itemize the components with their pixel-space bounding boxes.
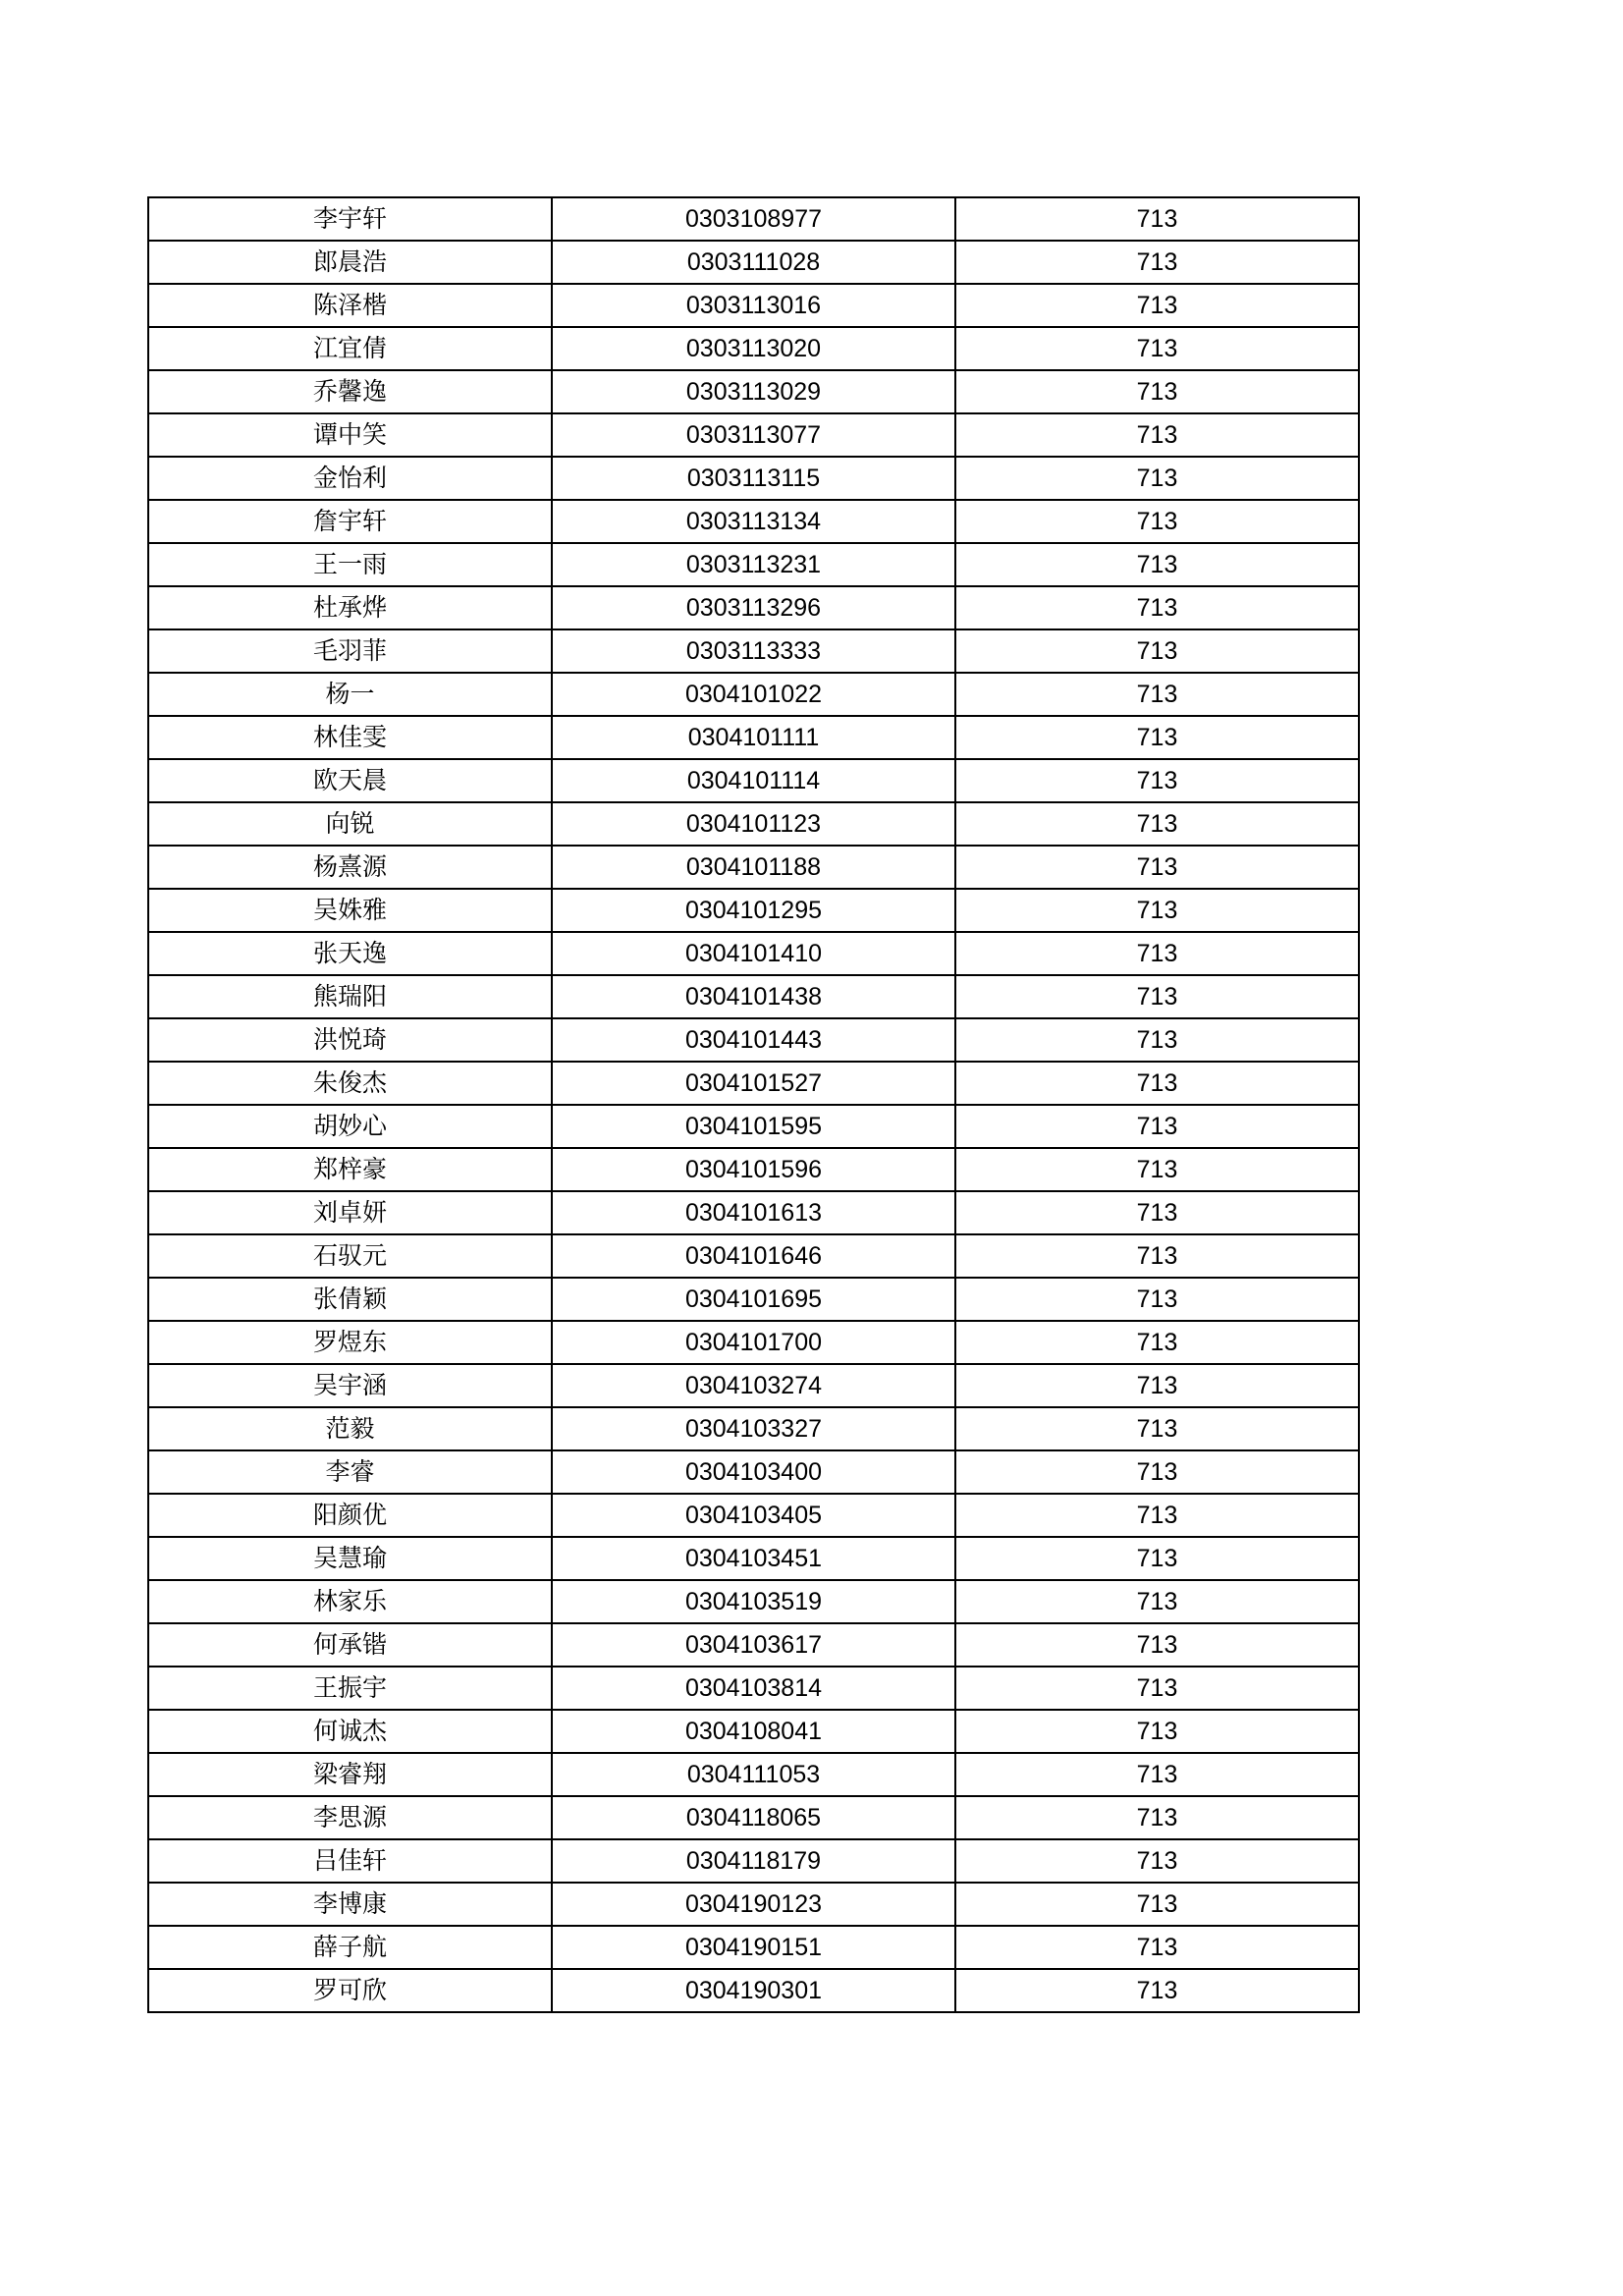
table-row (148, 197, 1359, 241)
exam-id-cell: 0304103405 (552, 1494, 955, 1537)
table-row (148, 1062, 1359, 1105)
score-cell: 713 (955, 1191, 1359, 1234)
score-cell: 713 (955, 284, 1359, 327)
exam-id-cell: 0304101022 (552, 673, 955, 716)
score-cell: 713 (955, 370, 1359, 413)
table-row (148, 1796, 1359, 1839)
student-name-cell: 詹宇轩 (148, 500, 552, 543)
table-row (148, 716, 1359, 759)
exam-id-cell: 0304103451 (552, 1537, 955, 1580)
score-cell: 713 (955, 457, 1359, 500)
exam-id-cell: 0303111028 (552, 241, 955, 284)
student-name-cell: 向锐 (148, 802, 552, 846)
exam-id-cell: 0304101114 (552, 759, 955, 802)
student-name-cell: 陈泽楷 (148, 284, 552, 327)
exam-id-cell: 0304103519 (552, 1580, 955, 1623)
student-name-cell: 吴宇涵 (148, 1364, 552, 1407)
exam-id-cell: 0304190151 (552, 1926, 955, 1969)
score-cell: 713 (955, 673, 1359, 716)
score-table-body (148, 197, 1359, 2012)
exam-id-cell: 0304190301 (552, 1969, 955, 2012)
score-cell: 713 (955, 500, 1359, 543)
score-cell: 713 (955, 1105, 1359, 1148)
table-row (148, 1364, 1359, 1407)
exam-id-cell: 0304101188 (552, 846, 955, 889)
student-name-cell: 罗煜东 (148, 1321, 552, 1364)
score-cell: 713 (955, 586, 1359, 629)
score-cell: 713 (955, 197, 1359, 241)
table-row (148, 1580, 1359, 1623)
score-cell: 713 (955, 802, 1359, 846)
table-row (148, 1321, 1359, 1364)
student-name-cell: 刘卓妍 (148, 1191, 552, 1234)
score-cell: 713 (955, 1278, 1359, 1321)
table-row (148, 327, 1359, 370)
table-row (148, 1753, 1359, 1796)
table-row (148, 673, 1359, 716)
exam-id-cell: 0304101295 (552, 889, 955, 932)
table-row (148, 1926, 1359, 1969)
score-cell: 713 (955, 327, 1359, 370)
table-row (148, 457, 1359, 500)
exam-id-cell: 0304103814 (552, 1667, 955, 1710)
score-cell: 713 (955, 1018, 1359, 1062)
table-row (148, 1883, 1359, 1926)
exam-id-cell: 0304190123 (552, 1883, 955, 1926)
score-cell: 713 (955, 1753, 1359, 1796)
student-name-cell: 李思源 (148, 1796, 552, 1839)
table-row (148, 759, 1359, 802)
exam-id-cell: 0304101438 (552, 975, 955, 1018)
score-cell: 713 (955, 241, 1359, 284)
student-name-cell: 何诚杰 (148, 1710, 552, 1753)
score-cell: 713 (955, 1494, 1359, 1537)
table-row (148, 1278, 1359, 1321)
exam-id-cell: 0304103400 (552, 1450, 955, 1494)
student-name-cell: 洪悦琦 (148, 1018, 552, 1062)
student-name-cell: 范毅 (148, 1407, 552, 1450)
score-cell: 713 (955, 889, 1359, 932)
student-name-cell: 吴姝雅 (148, 889, 552, 932)
score-cell: 713 (955, 1883, 1359, 1926)
score-cell: 713 (955, 1407, 1359, 1450)
exam-id-cell: 0303113016 (552, 284, 955, 327)
table-row (148, 975, 1359, 1018)
exam-id-cell: 0304103327 (552, 1407, 955, 1450)
student-name-cell: 杜承烨 (148, 586, 552, 629)
exam-id-cell: 0304103617 (552, 1623, 955, 1667)
student-name-cell: 薛子航 (148, 1926, 552, 1969)
score-cell: 713 (955, 413, 1359, 457)
score-cell: 713 (955, 759, 1359, 802)
score-cell: 713 (955, 1969, 1359, 2012)
exam-id-cell: 0304101596 (552, 1148, 955, 1191)
student-name-cell: 林佳雯 (148, 716, 552, 759)
table-row (148, 586, 1359, 629)
table-row (148, 932, 1359, 975)
exam-id-cell: 0303113020 (552, 327, 955, 370)
student-name-cell: 杨一 (148, 673, 552, 716)
exam-id-cell: 0304101123 (552, 802, 955, 846)
table-row (148, 1623, 1359, 1667)
exam-id-cell: 0304101527 (552, 1062, 955, 1105)
score-cell: 713 (955, 1537, 1359, 1580)
student-name-cell: 熊瑞阳 (148, 975, 552, 1018)
student-name-cell: 罗可欣 (148, 1969, 552, 2012)
exam-id-cell: 0303108977 (552, 197, 955, 241)
exam-id-cell: 0303113231 (552, 543, 955, 586)
exam-id-cell: 0304108041 (552, 1710, 955, 1753)
table-row (148, 284, 1359, 327)
table-row (148, 1234, 1359, 1278)
table-row (148, 543, 1359, 586)
score-cell: 713 (955, 1148, 1359, 1191)
student-name-cell: 乔馨逸 (148, 370, 552, 413)
student-name-cell: 朱俊杰 (148, 1062, 552, 1105)
table-row (148, 1191, 1359, 1234)
exam-id-cell: 0304118179 (552, 1839, 955, 1883)
table-row (148, 1839, 1359, 1883)
student-name-cell: 王一雨 (148, 543, 552, 586)
table-row (148, 1494, 1359, 1537)
table-row (148, 241, 1359, 284)
student-name-cell: 阳颜优 (148, 1494, 552, 1537)
exam-id-cell: 0304111053 (552, 1753, 955, 1796)
exam-id-cell: 0304101700 (552, 1321, 955, 1364)
table-row (148, 1450, 1359, 1494)
student-name-cell: 郑梓豪 (148, 1148, 552, 1191)
exam-id-cell: 0304118065 (552, 1796, 955, 1839)
student-name-cell: 张天逸 (148, 932, 552, 975)
student-name-cell: 杨熹源 (148, 846, 552, 889)
student-name-cell: 李博康 (148, 1883, 552, 1926)
table-row (148, 1148, 1359, 1191)
student-name-cell: 谭中笑 (148, 413, 552, 457)
student-name-cell: 江宜倩 (148, 327, 552, 370)
student-name-cell: 石驭元 (148, 1234, 552, 1278)
score-cell: 713 (955, 1623, 1359, 1667)
student-name-cell: 吴慧瑜 (148, 1537, 552, 1580)
exam-id-cell: 0304101111 (552, 716, 955, 759)
student-name-cell: 欧天晨 (148, 759, 552, 802)
score-cell: 713 (955, 716, 1359, 759)
score-cell: 713 (955, 975, 1359, 1018)
table-row (148, 802, 1359, 846)
student-name-cell: 梁睿翔 (148, 1753, 552, 1796)
table-row (148, 370, 1359, 413)
score-cell: 713 (955, 543, 1359, 586)
student-name-cell: 何承锴 (148, 1623, 552, 1667)
table-row (148, 1667, 1359, 1710)
score-cell: 713 (955, 1796, 1359, 1839)
table-row (148, 1969, 1359, 2012)
score-cell: 713 (955, 1321, 1359, 1364)
exam-id-cell: 0304101595 (552, 1105, 955, 1148)
score-table (147, 196, 1360, 2013)
exam-id-cell: 0303113296 (552, 586, 955, 629)
score-cell: 713 (955, 846, 1359, 889)
exam-id-cell: 0303113029 (552, 370, 955, 413)
exam-id-cell: 0303113333 (552, 629, 955, 673)
score-cell: 713 (955, 1364, 1359, 1407)
exam-id-cell: 0304101410 (552, 932, 955, 975)
student-name-cell: 毛羽菲 (148, 629, 552, 673)
exam-id-cell: 0304101646 (552, 1234, 955, 1278)
exam-id-cell: 0303113077 (552, 413, 955, 457)
student-name-cell: 金怡利 (148, 457, 552, 500)
table-row (148, 500, 1359, 543)
score-cell: 713 (955, 932, 1359, 975)
exam-id-cell: 0304101613 (552, 1191, 955, 1234)
table-row (148, 629, 1359, 673)
exam-id-cell: 0303113115 (552, 457, 955, 500)
exam-id-cell: 0304101695 (552, 1278, 955, 1321)
table-row (148, 1018, 1359, 1062)
score-cell: 713 (955, 1710, 1359, 1753)
exam-id-cell: 0303113134 (552, 500, 955, 543)
score-cell: 713 (955, 1234, 1359, 1278)
score-cell: 713 (955, 1062, 1359, 1105)
student-name-cell: 张倩颖 (148, 1278, 552, 1321)
table-row (148, 846, 1359, 889)
student-name-cell: 林家乐 (148, 1580, 552, 1623)
student-name-cell: 胡妙心 (148, 1105, 552, 1148)
table-row (148, 413, 1359, 457)
table-row (148, 1710, 1359, 1753)
student-name-cell: 吕佳轩 (148, 1839, 552, 1883)
score-cell: 713 (955, 1839, 1359, 1883)
score-cell: 713 (955, 1580, 1359, 1623)
score-cell: 713 (955, 1667, 1359, 1710)
table-row (148, 889, 1359, 932)
score-cell: 713 (955, 1926, 1359, 1969)
table-row (148, 1537, 1359, 1580)
score-cell: 713 (955, 629, 1359, 673)
score-cell: 713 (955, 1450, 1359, 1494)
table-row (148, 1105, 1359, 1148)
student-name-cell: 王振宇 (148, 1667, 552, 1710)
exam-id-cell: 0304103274 (552, 1364, 955, 1407)
student-name-cell: 李宇轩 (148, 197, 552, 241)
table-row (148, 1407, 1359, 1450)
student-name-cell: 李睿 (148, 1450, 552, 1494)
exam-id-cell: 0304101443 (552, 1018, 955, 1062)
student-name-cell: 郎晨浩 (148, 241, 552, 284)
